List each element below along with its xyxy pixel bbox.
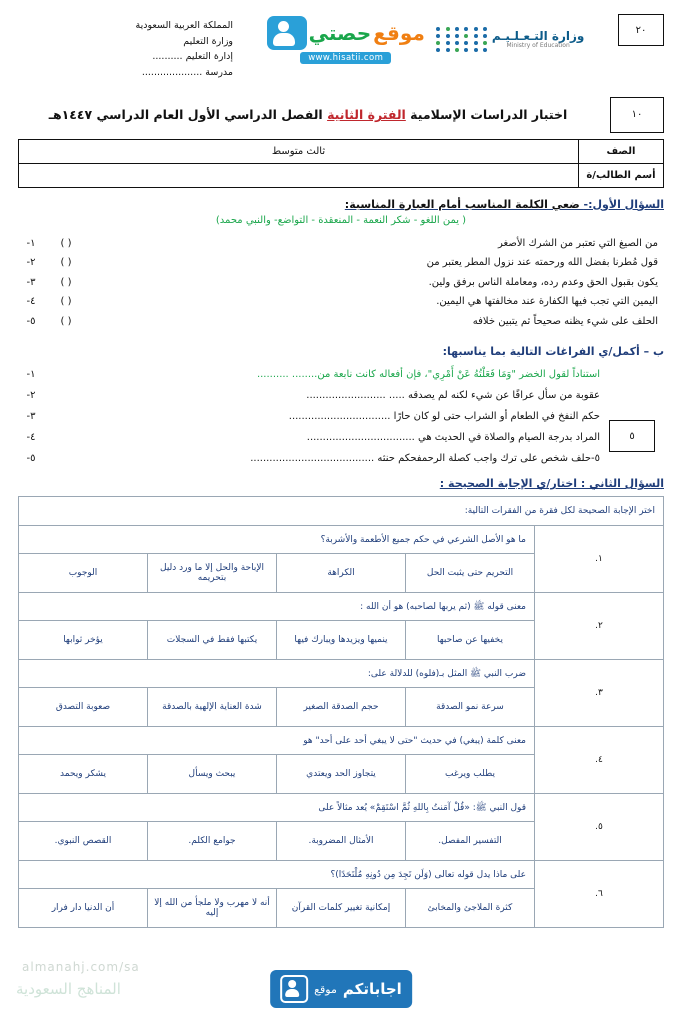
hisatii-word-2: حصتي <box>308 21 372 45</box>
item-number: ٢- <box>26 257 36 269</box>
page-title <box>18 107 598 122</box>
option-a[interactable]: يطلب ويرغب <box>406 755 535 794</box>
footer-logo-big-text: اجاباتكم <box>342 980 402 998</box>
ministry-of-education-logo <box>433 27 585 53</box>
footer-logo[interactable] <box>270 970 412 1008</box>
item-number: ٣- <box>26 276 36 288</box>
answer-blank[interactable]: ( ) <box>60 315 72 327</box>
row-index: ٥. <box>535 794 664 861</box>
list-item <box>18 364 600 385</box>
option-d[interactable]: أن الدنيا دار فرار <box>19 889 148 928</box>
option-b[interactable]: الكراهة <box>277 554 406 593</box>
option-b[interactable]: يتجاوز الحد ويعتدي <box>277 755 406 794</box>
item-text[interactable]: عقوبة من سأل عرافًا عن شيء لكنه لم يصدقه ..... ......................... <box>306 390 600 402</box>
table-row <box>19 163 664 187</box>
item-text[interactable]: المراد بدرجة الصيام والصلاة في الحديث هي .................................. <box>306 432 600 444</box>
option-d[interactable]: يشكر ويحمد <box>19 755 148 794</box>
option-c[interactable]: يبحث ويسأل <box>148 755 277 794</box>
student-info-table <box>18 139 664 188</box>
option-b[interactable]: ينميها ويزيدها ويبارك فيها <box>277 621 406 660</box>
answer-blank[interactable]: ( ) <box>60 257 72 269</box>
item-number: ٤- <box>26 296 36 308</box>
moe-english-label: Ministry of Education <box>506 42 570 50</box>
item-number: ٥- <box>26 453 36 465</box>
question-stem: قول النبي ﷺ: «قُلْ آمَنتُ بِاللهِ ثُمَّ اسْتَقِمْ» يُعد مثالاً على <box>19 794 535 822</box>
table-row <box>19 526 664 554</box>
question-stem: على ماذا يدل قوله تعالى (وَلَن تَجِدَ مِن دُونِهِ مُلْتَحَدًا)؟ <box>19 861 535 889</box>
question-1-choices-bank: ( يمن اللغو - شكر النعمة - المنعقدة - التواضع- والنبي محمد) <box>215 214 467 226</box>
title-after: الفصل الدراسي الأول العام الدراسي ١٤٤٧هـ <box>48 107 328 123</box>
question-1-label: السؤال الأول:- <box>583 197 664 211</box>
list-item <box>18 385 600 406</box>
total-grade-box: ٢٠ <box>618 14 664 46</box>
hisatii-url[interactable]: www.hisatii.com <box>300 52 391 64</box>
answer-blank[interactable]: ( ) <box>60 237 72 249</box>
footer-logo-small-text: موقع <box>314 982 337 996</box>
table-row <box>19 660 664 688</box>
section-b-items <box>18 364 600 469</box>
row-index: ٤. <box>535 727 664 794</box>
item-number: ٥- <box>26 315 36 327</box>
option-a[interactable]: التحريم حتى يثبت الحل <box>406 554 535 593</box>
answer-blank[interactable]: ( ) <box>60 276 72 288</box>
list-item <box>18 253 664 273</box>
info-label-student-name: أسم الطالب/ة <box>579 163 664 187</box>
option-c[interactable]: الإباحة والحل إلا ما ورد دليل بتحريمه <box>148 554 277 593</box>
option-d[interactable]: القصص النبوي. <box>19 822 148 861</box>
table-row <box>19 727 664 755</box>
question-2-heading: السؤال الثاني : اختار/ي الإجابة الصحيحة : <box>439 477 664 491</box>
title-before: اختبار الدراسات الإسلامية <box>405 107 568 123</box>
table-row <box>19 861 664 889</box>
option-d[interactable]: الوجوب <box>19 554 148 593</box>
item-number: ٢- <box>26 390 36 402</box>
option-d[interactable]: صعوبة التصدق <box>19 688 148 727</box>
list-item <box>18 427 600 448</box>
option-a[interactable]: التفسير المفصل. <box>406 822 535 861</box>
ministry-line-1: المملكة العربية السعودية <box>135 20 233 31</box>
question-2-row <box>18 477 664 490</box>
question-1-instruction: ضعي الكلمة المناسب أمام العبارة المناسبة: <box>344 197 584 211</box>
info-value-student-name[interactable] <box>19 163 579 187</box>
mcq-table <box>18 496 664 928</box>
item-number: ١- <box>26 237 36 249</box>
watermark-arabic: المناهج السعودية <box>16 980 121 998</box>
table-row <box>19 497 664 526</box>
ministry-line-4: مدرسة .................... <box>141 67 233 79</box>
row-index: ٦. <box>535 861 664 928</box>
option-a[interactable]: سرعة نمو الصدقة <box>406 688 535 727</box>
option-c[interactable]: جوامع الكلم. <box>148 822 277 861</box>
ministry-info-block <box>18 14 233 81</box>
item-text[interactable]: استناداً لقول الخضر "وَمَا فَعَلْتُهُ عَنْ أَمْرِي"، فإن أفعاله كانت نابعة من........ .......... <box>256 369 600 381</box>
list-item <box>18 234 664 254</box>
list-item <box>18 292 664 312</box>
info-value-grade: ثالث متوسط <box>19 139 579 163</box>
title-highlight: الفترة الثانية <box>327 107 406 123</box>
row-index: ١. <box>535 526 664 593</box>
section-mark-box: ١٠ <box>610 97 664 133</box>
row-index: ٣. <box>535 660 664 727</box>
option-b[interactable]: إمكانية تغيير كلمات القرآن <box>277 889 406 928</box>
table-row <box>19 593 664 621</box>
item-text[interactable]: حكم النفخ في الطعام أو الشراب حتى لو كان حارًا ................................ <box>288 411 600 423</box>
option-b[interactable]: حجم الصدقة الصغير <box>277 688 406 727</box>
ministry-line-3: إدارة التعليم .......... <box>152 51 233 63</box>
question-stem: معنى قوله ﷺ (ثم يربها لصاحبه) هو أن الله : <box>19 593 535 621</box>
question-1-heading <box>18 198 664 211</box>
exam-title-row <box>18 97 664 133</box>
option-c[interactable]: شدة العناية الإلهية بالصدقة <box>148 688 277 727</box>
info-label-grade: الصف <box>579 139 664 163</box>
item-text: يكون بقبول الحق وعدم رده، ومعاملة الناس برفق ولين. <box>428 276 658 288</box>
ministry-line-2: وزارة التعليم <box>183 35 233 47</box>
item-number: ٤- <box>26 432 36 444</box>
table-row <box>19 139 664 163</box>
moe-arabic-label: وزارة التـعـلـيـم <box>491 29 585 44</box>
hisatii-word-1: موقع <box>373 21 425 45</box>
item-text[interactable]: ٥-حلف شخص على ترك واجب كصلة الرحمفحكم حنثه ....................................... <box>250 453 600 465</box>
section-b-mark-box: ٥ <box>609 420 655 452</box>
hisatii-logo[interactable] <box>267 16 425 64</box>
item-text: من الصيغ التي تعتبر من الشرك الأصغر <box>497 237 658 249</box>
table-row <box>19 794 664 822</box>
question-1-items <box>18 234 664 332</box>
option-a[interactable]: يخفيها عن صاحبها <box>406 621 535 660</box>
logos-block <box>267 14 585 64</box>
list-item <box>18 312 664 332</box>
section-b-heading: ب – أكمل/ي الفراغات التالية بما يناسبها: <box>442 345 664 359</box>
dots-icon <box>433 27 487 53</box>
option-d[interactable]: يؤخر ثوابها <box>19 621 148 660</box>
list-item <box>18 448 600 469</box>
list-item <box>18 273 664 293</box>
list-item <box>18 406 600 427</box>
mcq-table-header: اختر الإجابة الصحيحة لكل فقرة من الفقرات التالية: <box>19 497 664 526</box>
moe-wordmark <box>492 30 585 50</box>
person-icon <box>267 16 307 50</box>
question-stem: معنى كلمة (يبغي) في حديث "حتى لا يبغي أحد على أحد" هو <box>19 727 535 755</box>
item-text: قول مُطرنا بفضل الله ورحمته عند نزول المطر يعتبر من <box>426 257 658 269</box>
item-number: ١- <box>26 369 36 381</box>
question-stem: ما هو الأصل الشرعي في حكم جميع الأطعمة والأشربة؟ <box>19 526 535 554</box>
hisatii-wordmark <box>267 16 425 50</box>
option-a[interactable]: كثرة الملاجئ والمخابئ <box>406 889 535 928</box>
watermark-url: almanahj.com/sa <box>22 960 140 974</box>
item-text: اليمين التي تجب فيها الكفارة عند مخالفتها هي اليمين. <box>436 296 658 308</box>
option-c[interactable]: يكتبها فقط في السجلات <box>148 621 277 660</box>
answer-blank[interactable]: ( ) <box>60 296 72 308</box>
option-b[interactable]: الأمثال المضروبة. <box>277 822 406 861</box>
option-c[interactable]: أنه لا مهرب ولا ملجأ من الله إلا إليه <box>148 889 277 928</box>
item-text: الحلف على شيء يظنه صحيحاً ثم يتبين خلافه <box>472 315 658 327</box>
row-index: ٢. <box>535 593 664 660</box>
question-stem: ضرب النبي ﷺ المثل بـ(فلوه) للدلالة على: <box>19 660 535 688</box>
item-number: ٣- <box>26 411 36 423</box>
page-header <box>18 14 664 81</box>
person-icon <box>280 975 308 1003</box>
